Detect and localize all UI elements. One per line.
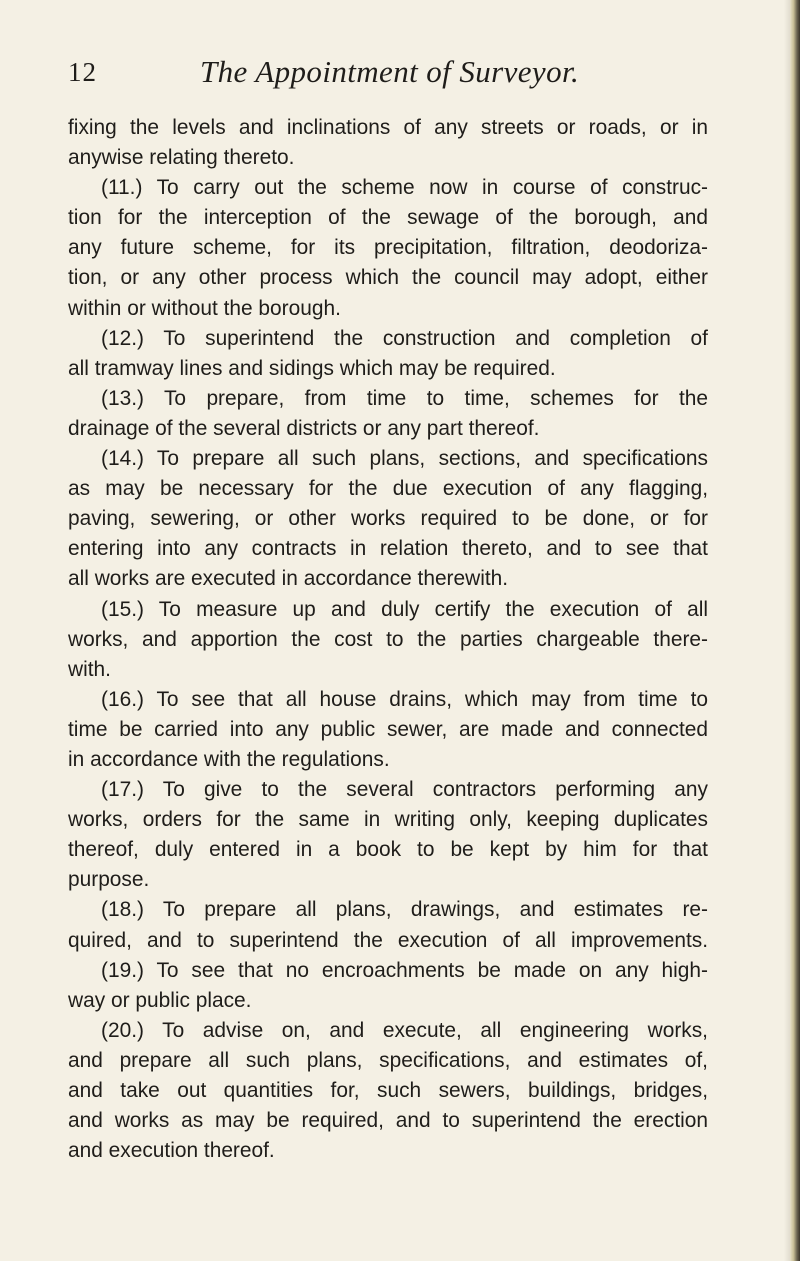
text-line: (18.) To prepare all plans, drawings, and estimates re- [101,898,708,922]
text-line: (19.) To see that no encroachments be made on any high- [101,958,708,982]
text-line: (16.) To see that all house drains, which may from time to [101,687,708,711]
text-line: anywise relating thereto. [68,146,295,170]
text-line: in accordance with the regulations. [68,747,390,771]
text-line: (14.) To prepare all such plans, sections, and specifications [101,447,708,471]
text-line: all tramway lines and sidings which may be required. [68,356,556,380]
text-line: and prepare all such plans, specifications, and estimates of, [68,1048,708,1072]
text-line: purpose. [68,868,150,892]
text-line: any future scheme, for its precipitation, filtration, deodoriza- [68,236,708,260]
text-line: within or without the borough. [68,296,341,320]
body-text [68,113,708,1166]
text-line: (13.) To prepare, from time to time, schemes for the [101,386,708,410]
text-line: way or public place. [68,988,252,1012]
text-line: fixing the levels and inclinations of any streets or roads, or in [68,116,708,139]
text-line: as may be necessary for the due execution of any flagging, [68,477,708,501]
text-line: and execution thereof. [68,1139,275,1163]
text-line: thereof, duly entered in a book to be kept by him for that [68,838,708,862]
text-line: (17.) To give to the several contractors performing any [101,778,708,802]
text-line: tion for the interception of the sewage of the borough, and [68,206,708,230]
text-line: time be carried into any public sewer, are made and connected [68,717,708,741]
page-edge [790,0,800,1261]
text-line: tion, or any other process which the council may adopt, either [68,266,708,290]
text-line: (20.) To advise on, and execute, all engineering works, [101,1018,708,1042]
text-line: works, orders for the same in writing only, keeping duplicates [68,808,708,832]
text-line: with. [68,657,111,681]
page-number: 12 [68,57,97,87]
page-header [0,52,800,96]
text-line: (11.) To carry out the scheme now in course of construc- [101,176,708,200]
text-line: all works are executed in accordance therewith. [68,567,509,591]
text-line: works, and apportion the cost to the parties chargeable there- [68,627,708,651]
text-line: entering into any contracts in relation thereto, and to see that [68,537,708,561]
text-line: paving, sewering, or other works required to be done, or for [68,507,708,531]
text-line: drainage of the several districts or any part thereof. [68,416,540,440]
text-line: quired, and to superintend the execution of all improvements. [68,928,708,952]
text-line: and take out quantities for, such sewers, buildings, bridges, [68,1079,708,1102]
running-title: The Appointment of Surveyor. [200,54,580,89]
text-line: and works as may be required, and to superintend the erection [68,1109,708,1133]
text-line: (15.) To measure up and duly certify the execution of all [101,597,708,621]
text-line: (12.) To superintend the construction and completion of [101,326,708,350]
